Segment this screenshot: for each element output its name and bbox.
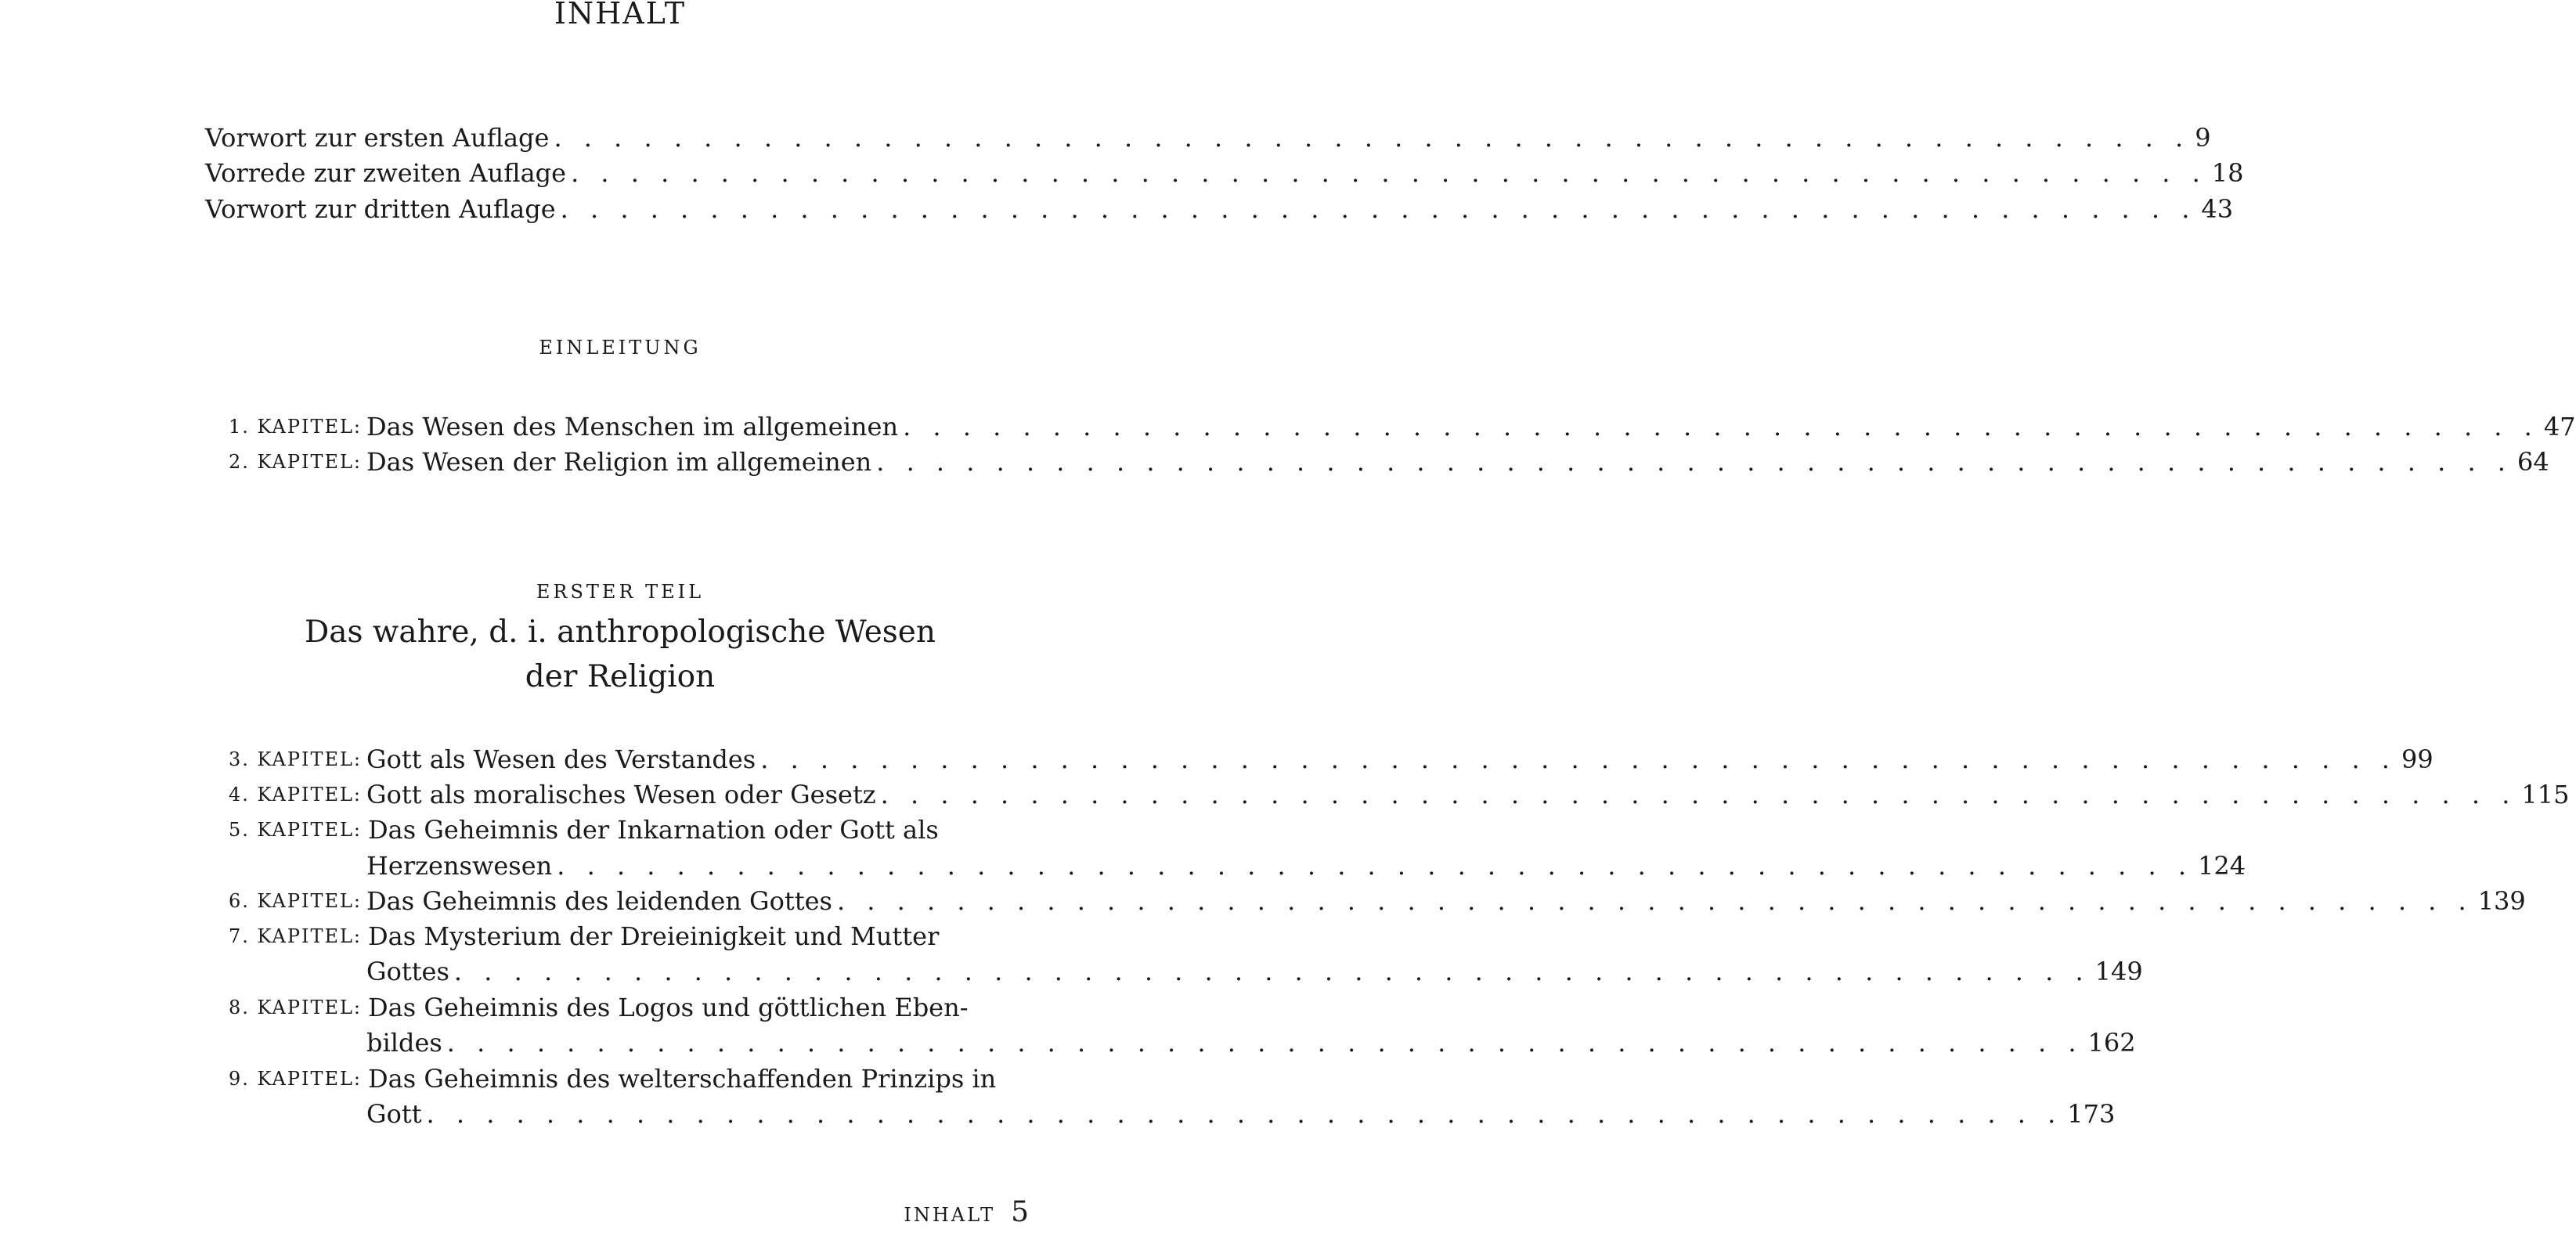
dot-leader: . . . . . . . . . . . . . . . . . . . . . . . . . . . . . . . . . . . . . . . . . . . . . . . . . . . . . . . [571, 158, 2207, 188]
part-title-line-2: der Religion [525, 659, 716, 694]
toc-entry-text: Vorwort zur ersten Auflage [205, 123, 550, 153]
dot-leader: . . . . . . . . . . . . . . . . . . . . . . . . . . . . . . . . . . . . . . . . . . . . . . . . . . . . . . . [876, 447, 2513, 477]
chapter-label: 2. KAPITEL: [229, 451, 362, 473]
toc-page-number: 43 [2201, 194, 2234, 224]
toc-page-number: 115 [2521, 780, 2570, 809]
dot-leader: . . . . . . . . . . . . . . . . . . . . . . . . . . . . . . . . . . . . . . . . . . . . . . . . . . . . . . . [557, 851, 2193, 881]
toc-page-number: 149 [2094, 957, 2143, 986]
toc-entry-text: Gott als moralisches Wesen oder Gesetz [366, 780, 876, 809]
chapter-label: 9. KAPITEL: [229, 1068, 362, 1090]
dot-leader: . . . . . . . . . . . . . . . . . . . . . . . . . . . . . . . . . . . . . . . . . . . . . . . . . . . . . . . [880, 780, 2517, 809]
toc-page-number: 9 [2195, 123, 2211, 153]
toc-entry-preface-1[interactable] [205, 120, 2211, 156]
toc-entry-text: Gottes [366, 957, 449, 986]
dot-leader: . . . . . . . . . . . . . . . . . . . . . . . . . . . . . . . . . . . . . . . . . . . . . . . . . . . . . . . [554, 123, 2191, 153]
toc-page-number: 162 [2087, 1028, 2136, 1058]
toc-entry-chapter-8-line-1[interactable]: Das Geheimnis des Logos und göttlichen Eben- [368, 993, 969, 1022]
toc-entry-text: Vorwort zur dritten Auflage [205, 194, 556, 224]
dot-leader: . . . . . . . . . . . . . . . . . . . . . . . . . . . . . . . . . . . . . . . . . . . . . . . . . . . . . . . [560, 194, 2197, 224]
part-title-line-1: Das wahre, d. i. anthropologische Wesen [305, 615, 936, 650]
chapter-label: 1. KAPITEL: [229, 416, 362, 438]
chapter-label: 7. KAPITEL: [229, 925, 362, 947]
toc-entry-chapter-9-line-1[interactable]: Das Geheimnis des welterschaffenden Prinzips in [368, 1064, 997, 1094]
toc-entry-chapter-7-line-1[interactable]: Das Mysterium der Dreieinigkeit und Mutter [368, 921, 940, 951]
dot-leader: . . . . . . . . . . . . . . . . . . . . . . . . . . . . . . . . . . . . . . . . . . . . . . . . . . . . . . . [836, 886, 2473, 916]
dot-leader: . . . . . . . . . . . . . . . . . . . . . . . . . . . . . . . . . . . . . . . . . . . . . . . . . . . . . . . [453, 957, 2091, 986]
toc-entry-preface-3[interactable] [205, 191, 2234, 227]
toc-page-number: 47 [2543, 412, 2576, 442]
toc-entry-text: bildes [366, 1028, 442, 1058]
toc-entry-preface-2[interactable] [205, 155, 2244, 191]
chapter-label: 4. KAPITEL: [229, 784, 362, 806]
dot-leader: . . . . . . . . . . . . . . . . . . . . . . . . . . . . . . . . . . . . . . . . . . . . . . . . . . . . . . . [903, 412, 2539, 442]
chapter-label: 3. KAPITEL: [229, 748, 362, 770]
toc-page-number: 173 [2067, 1099, 2116, 1129]
chapter-label: 8. KAPITEL: [229, 997, 362, 1018]
toc-entry-chapter-6[interactable] [366, 883, 2526, 919]
toc-entry-text: Gott als Wesen des Verstandes [366, 744, 756, 774]
toc-entry-chapter-7-line-2[interactable] [366, 953, 2143, 989]
toc-entry-chapter-9-line-2[interactable] [366, 1096, 2116, 1132]
toc-entry-chapter-5-line-2[interactable] [366, 848, 2246, 884]
toc-entry-text: Das Wesen der Religion im allgemeinen [366, 447, 872, 477]
toc-entry-text: Herzenswesen [366, 851, 553, 881]
running-head: INHALT [904, 1204, 996, 1226]
toc-entry-chapter-1[interactable] [366, 409, 2576, 445]
page-footer [904, 1196, 1029, 1228]
chapter-label: 5. KAPITEL: [229, 819, 362, 841]
toc-entry-chapter-2[interactable] [366, 444, 2549, 480]
section-heading-part-one: ERSTER TEIL [536, 581, 705, 603]
section-heading-introduction: EINLEITUNG [539, 337, 702, 359]
toc-page-number: 124 [2198, 851, 2246, 881]
toc-page-number: 99 [2401, 744, 2433, 774]
toc-page-number: 18 [2211, 158, 2244, 188]
toc-entry-chapter-5-line-1[interactable]: Das Geheimnis der Inkarnation oder Gott als [368, 815, 939, 845]
dot-leader: . . . . . . . . . . . . . . . . . . . . . . . . . . . . . . . . . . . . . . . . . . . . . . . . . . . . . . . [426, 1099, 2063, 1129]
page-number: 5 [1011, 1196, 1029, 1228]
toc-entry-text: Das Wesen des Menschen im allgemeinen [366, 412, 899, 442]
toc-entry-text: Vorrede zur zweiten Auflage [205, 158, 567, 188]
toc-page-number: 139 [2477, 886, 2526, 916]
toc-entry-text: Gott [366, 1099, 422, 1129]
dot-leader: . . . . . . . . . . . . . . . . . . . . . . . . . . . . . . . . . . . . . . . . . . . . . . . . . . . . . . . [760, 744, 2397, 774]
page-title: INHALT [554, 0, 687, 31]
toc-entry-chapter-4[interactable] [366, 777, 2570, 813]
toc-entry-chapter-8-line-2[interactable] [366, 1025, 2136, 1061]
toc-entry-chapter-3[interactable] [366, 741, 2433, 777]
dot-leader: . . . . . . . . . . . . . . . . . . . . . . . . . . . . . . . . . . . . . . . . . . . . . . . . . . . . . . . [446, 1028, 2084, 1058]
chapter-label: 6. KAPITEL: [229, 890, 362, 912]
toc-entry-text: Das Geheimnis des leidenden Gottes [366, 886, 832, 916]
toc-page-number: 64 [2516, 447, 2549, 477]
